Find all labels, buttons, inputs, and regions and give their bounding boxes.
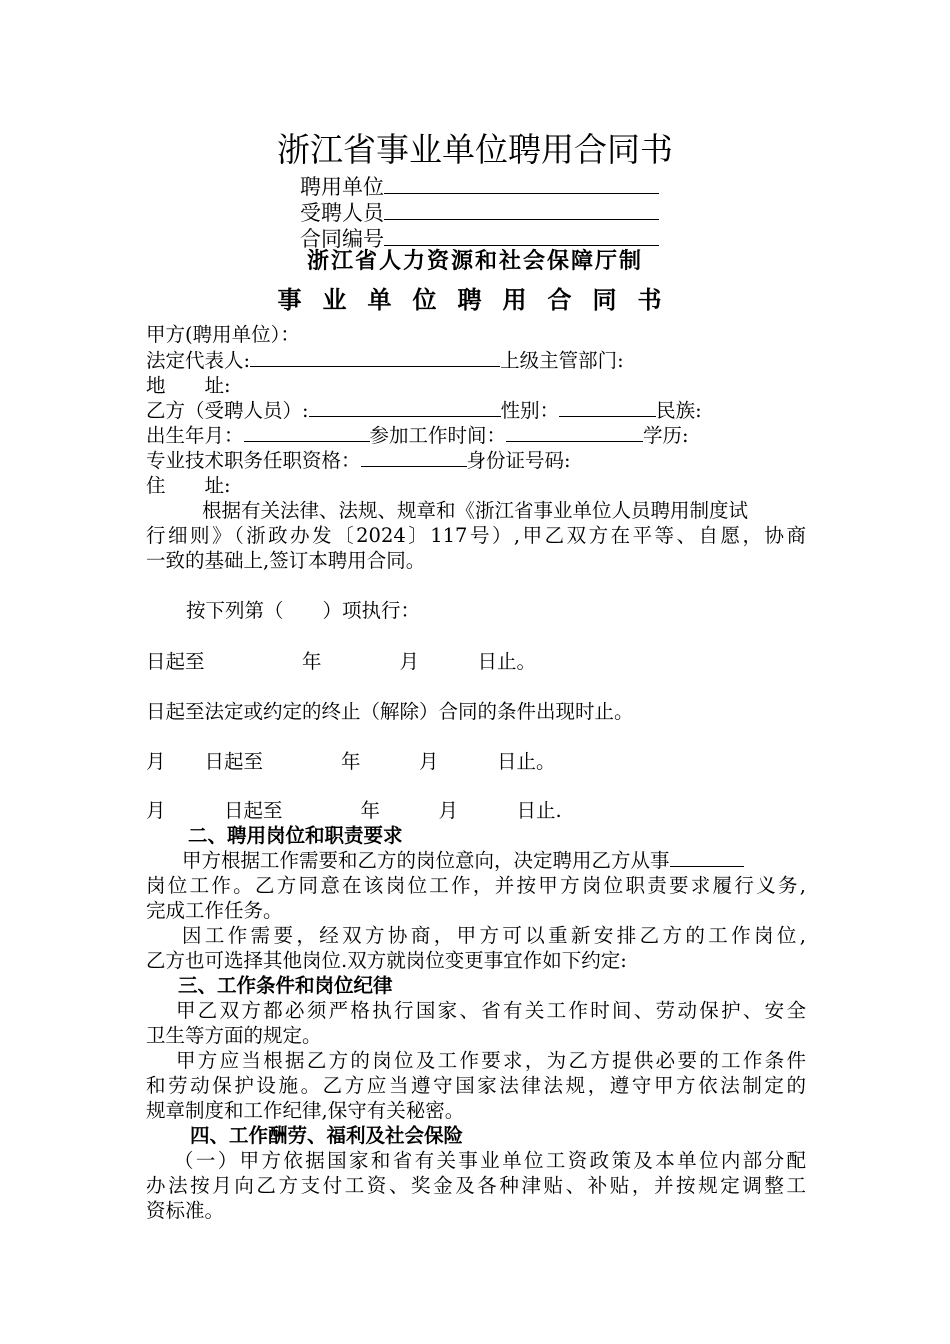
section-2-line: 完成工作任务。 (146, 899, 283, 922)
education-label: 学历: (643, 424, 689, 447)
section-2-heading: 二、聘用岗位和职责要求 (188, 824, 403, 847)
legal-rep-blank[interactable] (250, 348, 500, 367)
superior-dept-label: 上级主管部门: (500, 349, 624, 372)
employer-blank[interactable] (384, 173, 659, 194)
birth-line (146, 423, 806, 448)
section-2-line: 因工作需要，经双方协商，甲方可以重新安排乙方的工作岗位, (182, 924, 806, 947)
trial-period-end: 月 日起至 年 月 日止. (146, 799, 562, 822)
section-3-line: 规章制度和工作纪律,保守有关秘密。 (146, 1099, 465, 1122)
section-4-line: 办法按月向乙方支付工资、奖金及各种津贴、补贴，并按规定调整工 (146, 1174, 806, 1197)
gender-label: 性别： (500, 399, 560, 422)
section-2-line: 乙方也可选择其他岗位.双方就岗位变更事宜作如下约定: (146, 949, 627, 972)
issuing-agency: 浙江省人力资源和社会保障厅制 (306, 249, 643, 274)
term-option-3-end: 月 日起至 年 月 日止。 (146, 750, 556, 773)
section-3-line: 和劳动保护设施。乙方应当遵守国家法律法规，遵守甲方依法制定的 (146, 1074, 806, 1097)
ethnicity-label: 民族: (656, 399, 702, 422)
position-blank[interactable] (670, 848, 744, 867)
employer-label: 聘用单位 (300, 175, 384, 199)
party-b-label: 乙方（受聘人员）: (146, 399, 309, 422)
birth-blank[interactable] (244, 423, 370, 442)
section-3-line: 甲方应当根据乙方的岗位及工作要求，为乙方提供必要的工作条件 (176, 1049, 806, 1072)
preamble-line: 行细则》（浙政办发〔2024〕117号）,甲乙双方在平等、自愿，协商 (146, 524, 806, 547)
section-1-intro: 按下列第（ ）项执行： (186, 599, 421, 622)
gender-blank[interactable] (559, 398, 656, 417)
section-4-heading: 四、工作酬劳、福利及社会保险 (190, 1124, 464, 1147)
section-4-line: 资标准。 (146, 1199, 225, 1222)
preamble-line: 一致的基础上,签订本聘用合同。 (146, 549, 426, 572)
section-3-heading: 三、工作条件和岗位纪律 (178, 974, 393, 997)
employer-row (300, 173, 659, 200)
section-4-line: （一）甲方依据国家和省有关事业单位工资政策及本单位内部分配 (174, 1149, 806, 1172)
document-title: 浙江省事业单位聘用合同书 (277, 130, 673, 169)
work-start-blank[interactable] (506, 423, 643, 442)
document-subtitle: 事业单位聘用合同书 (277, 286, 683, 314)
employee-blank[interactable] (384, 199, 659, 220)
term-option-2-end: 日起至法定或约定的终止（解除）合同的条件出现时止。 (146, 700, 634, 723)
employee-row (300, 199, 659, 226)
party-b-blank[interactable] (309, 398, 501, 417)
address-b-line: 住 址: (146, 474, 231, 497)
address-a-line: 地 址: (146, 374, 231, 397)
term-option-1-end: 日起至 年 月 日止。 (146, 650, 537, 673)
section-3-line: 卫生等方面的规定。 (146, 1024, 322, 1047)
section-2-line (146, 848, 806, 873)
legal-rep-line (146, 348, 806, 373)
party-a-line: 甲方(聘用单位）： (146, 323, 300, 346)
preamble-line: 根据有关法律、法规、规章和《浙江省事业单位人员聘用制度试 (202, 499, 749, 522)
section-2-line: 岗位工作。乙方同意在该岗位工作，并按甲方岗位职责要求履行义务, (146, 874, 806, 897)
id-no-label: 身份证号码: (466, 449, 571, 472)
contract-no-label: 合同编号 (300, 227, 384, 251)
qualification-line (146, 448, 806, 473)
work-start-label: 参加工作时间： (369, 424, 507, 447)
contract-no-blank[interactable] (384, 225, 659, 246)
party-b-line (146, 398, 806, 423)
legal-rep-label: 法定代表人: (146, 349, 251, 372)
employee-label: 受聘人员 (300, 201, 384, 225)
qualification-label: 专业技术职务任职资格： (146, 449, 361, 472)
section-3-line: 甲乙双方都必须严格执行国家、省有关工作时间、劳动保护、安全 (176, 999, 806, 1022)
section-2-text: 甲方根据工作需要和乙方的岗位意向，决定聘用乙方从事 (182, 849, 670, 872)
birth-label: 出生年月： (146, 424, 244, 447)
qualification-blank[interactable] (361, 448, 467, 467)
